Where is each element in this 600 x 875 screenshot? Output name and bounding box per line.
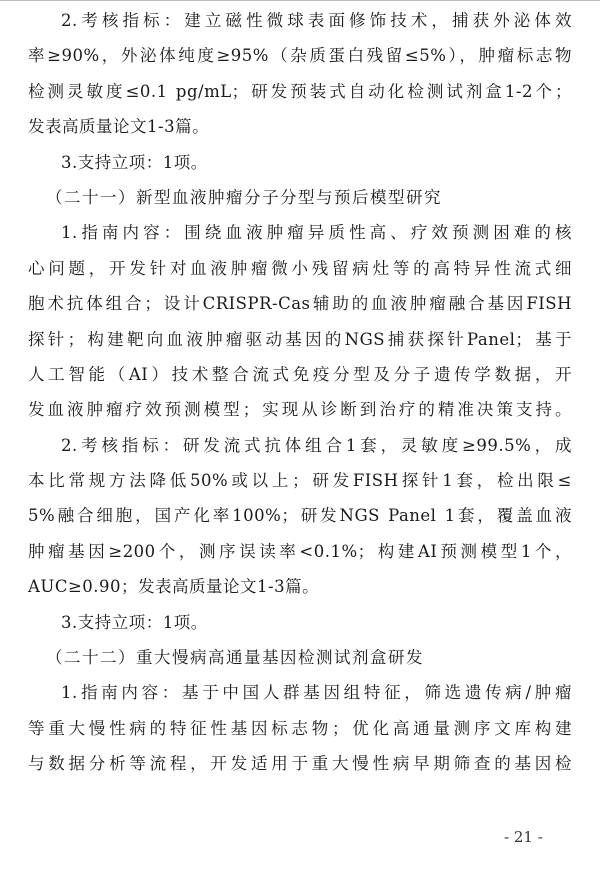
paragraph-line: 等重大慢性病的特征性基因标志物；优化高通量测序文库构建 [28, 718, 572, 738]
paragraph-line: 探针；构建靶向血液肿瘤驱动基因的NGS捕获探针Panel；基于 [28, 329, 572, 349]
paragraph-line: 2.考核指标：建立磁性微球表面修饰技术，捕获外泌体效 [61, 11, 572, 30]
document-page [28, 3, 572, 782]
page-number: - 21 - [504, 828, 543, 846]
paragraph-line: 发血液肿瘤疗效预测模型；实现从诊断到治疗的精准决策支持。 [28, 400, 572, 420]
paragraph-line: 2.考核指标：研发流式抗体组合1套，灵敏度≥99.5%，成 [61, 435, 572, 455]
paragraph-line: 本比常规方法降低50%或以上；研发FISH探针1套，检出限≤ [28, 471, 572, 491]
paragraph-line: 肿瘤基因≥200个，测序误读率<0.1%；构建AI预测模型1个， [28, 541, 572, 561]
paragraph-line: 胞术抗体组合；设计CRISPR-Cas辅助的血液肿瘤融合基因FISH [28, 294, 572, 314]
paragraph-line: 与数据分析等流程，开发适用于重大慢性病早期筛查的基因检 [28, 754, 572, 774]
section-heading: （二十一）新型血液肿瘤分子分型与预后模型研究 [46, 187, 442, 207]
top-border-rule [0, 0, 600, 1]
paragraph-line: 3.支持立项：1项。 [61, 612, 208, 632]
paragraph-line: 1.指南内容：围绕血液肿瘤异质性高、疗效预测困难的核 [61, 223, 572, 243]
paragraph-line: 3.支持立项：1项。 [61, 152, 208, 172]
paragraph-line: 5%融合细胞，国产化率100%；研发NGS Panel 1套，覆盖血液 [28, 506, 572, 526]
paragraph-line: 1.指南内容：基于中国人群基因组特征，筛选遗传病/肿瘤 [61, 683, 572, 703]
paragraph-line: 发表高质量论文1-3篇。 [28, 117, 210, 137]
paragraph-line: 检测灵敏度≤0.1 pg/mL；研发预装式自动化检测试剂盒1-2个； [28, 81, 572, 101]
section-heading: （二十二）重大慢病高通量基因检测试剂盒研发 [46, 648, 424, 668]
paragraph-line: AUC≥0.90；发表高质量论文1-3篇。 [28, 577, 320, 597]
paragraph-line: 心问题，开发针对血液肿瘤微小残留病灶等的高特异性流式细 [28, 258, 572, 278]
paragraph-line: 率≥90%，外泌体纯度≥95%（杂质蛋白残留≤5%），肿瘤标志物 [28, 46, 572, 66]
paragraph-line: 人工智能（AI）技术整合流式免疫分型及分子遗传学数据，开 [28, 364, 572, 384]
